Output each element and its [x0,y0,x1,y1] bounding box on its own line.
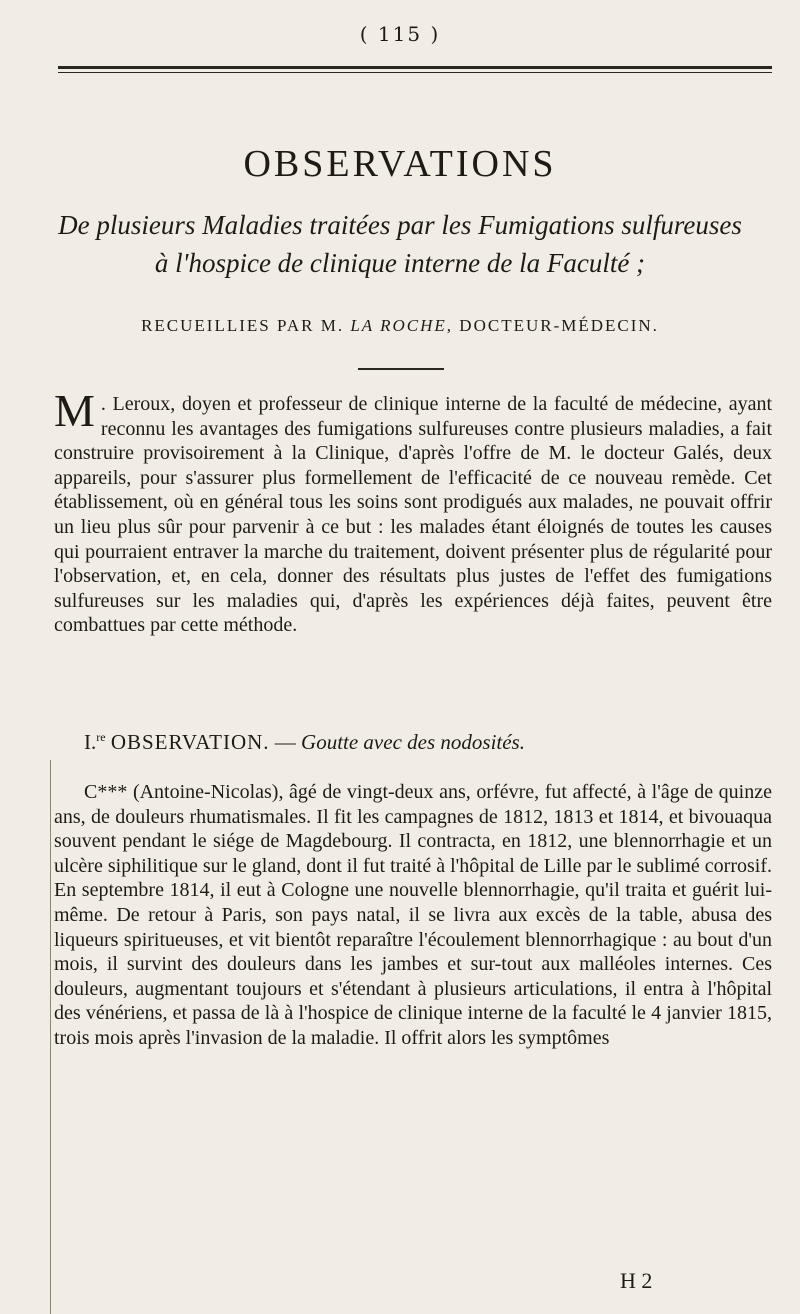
observation-dash: — [274,730,296,754]
observation-label: OBSERVATION. [110,730,270,754]
signature-mark: H 2 [620,1268,653,1293]
page-title: OBSERVATIONS [243,143,557,185]
observation-paragraph: C*** (Antoine-Nicolas), âgé de vingt-deux ans, orfévre, fut affecté, à l'âge de quinze ans, de douleurs rhumatismales. Il fit les campagnes de 1812, 1813 et 1814, et bivouaqua souvent pendant le siége de Magdebourg. Il contracta, en 1812, une blennorrhagie et un ulcère siphilitique sur le gland, dont il fut traité à l'hôpital de Lille par le sublimé corrosif. En septembre 1814, il eut à Cologne une nouvelle blennorrhagie, qu'il traita et guérit lui-même. De retour à Paris, son pays natal, il se livra aux excès de la table, abusa des liqueurs spiritueuses, et vit bientôt reparaître l'écoulement blennorrhagique : au bout d'un mois, il survint des douleurs dans les jambes et sur-tout aux malléoles internes. Ces douleurs, augmentant toujours et s'étendant à plusieurs articulations, il entra à l'hôpital des vénériens, et passa de là à l'hospice de clinique interne de la faculté le 4 janvier 1815, trois mois après l'invasion de la maladie. Il offrit alors les symptômes [54,781,772,1049]
binding-edge-line [50,760,51,1314]
subtitle-line-1: De plusieurs Maladies traitées par les Fumigations sulfureuses [58,210,742,240]
header-rule-thin [58,72,772,73]
intro-text: . Leroux, doyen et professeur de clinique interne de la faculté de médecine, ayant reconnu les avantages des fumigations sulfureuses contre plusieurs maladies, a fait construire provisoirement à la Clinique, d'après l'offre de M. le docteur Galés, deux appareils, pour s'assurer plus formellement de l'efficacité de ce nouveau remède. Cet établissement, où en général tous les soins sont prodigués aux malades, ne pouvait offrir un lieu plus sûr pour parvenir à ce but : les malades étant éloignés de toutes les causes qui pourraient entraver la marche du traitement, doivent présenter plus de régularité pour l'observation, et, en cela, donner des résultats plus justes de l'effet des fumigations sulfureuses sur les maladies qui, d'après les expériences déjà faites, peuvent être combattues par cette méthode. [54,393,772,637]
page-number: ( 115 ) [359,22,441,46]
collected-suffix: DOCTEUR-MÉDECIN. [459,316,659,335]
collected-prefix: RECUEILLIES PAR M. [141,316,345,335]
subtitle-line-2: à l'hospice de clinique interne de la Faculté ; [154,248,646,278]
header-rule-thick [58,66,772,69]
section-divider [358,368,444,370]
drop-cap: M [54,385,95,436]
observation-heading [84,730,784,755]
observation-ordinal: re [96,730,106,744]
author-name: LA ROCHE, [350,316,454,335]
observation-number: I.$^{re}$ [84,730,106,754]
observation-case-title: Goutte avec des nodosités. [301,730,525,754]
collected-by-line [0,316,800,336]
intro-paragraph [54,385,772,638]
